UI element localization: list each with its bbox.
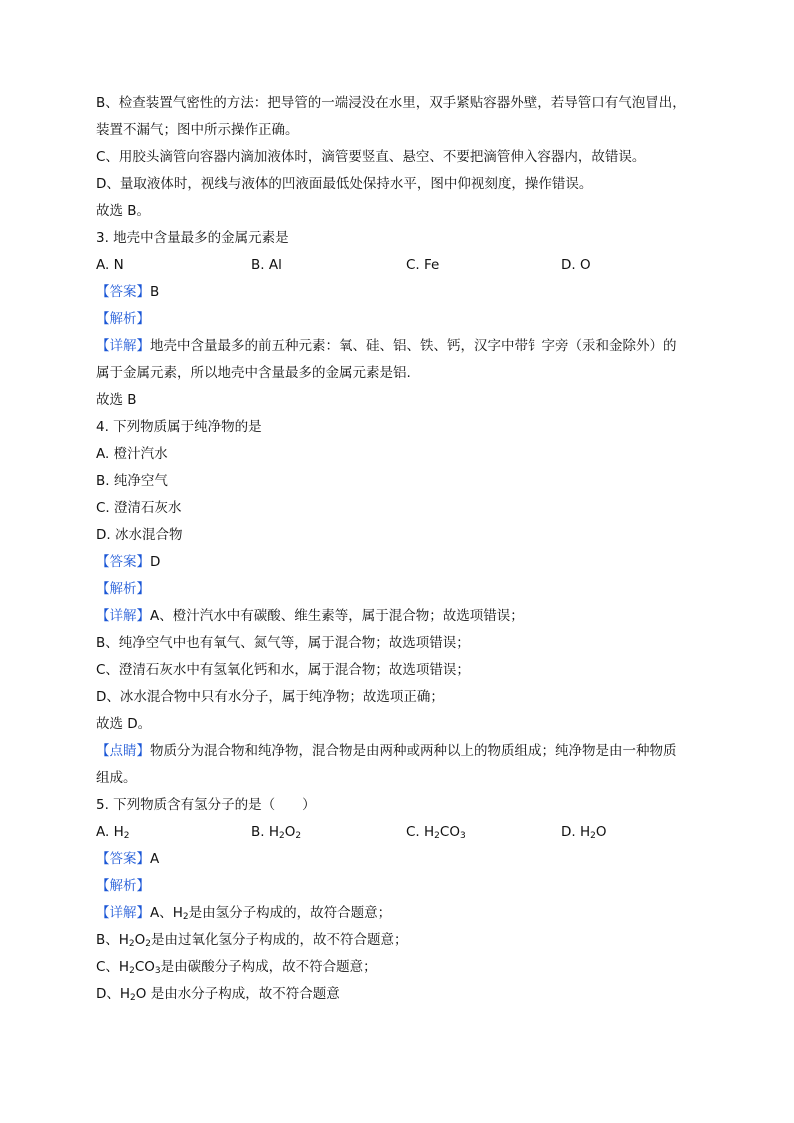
q3-detail-text: 地壳中含量最多的前五种元素：氧、硅、铝、铁、钙，汉字中带钅字旁（汞和金除外）的 — [150, 338, 677, 354]
q3-analysis — [96, 306, 716, 333]
document-page — [96, 90, 716, 1008]
q2-option-c-explanation: C、用胶头滴管向容器内滴加液体时，滴管要竖直、悬空、不要把滴管伸入容器内，故错误。 — [96, 149, 646, 165]
q4-choose: 故选 D。 — [96, 716, 152, 732]
q5-detail-c: C、$H_2CO_3$是由碳酸分子构成，故不符合题意； — [96, 959, 377, 976]
q3-option-b: B. Al — [251, 257, 282, 273]
q5-stem: 5. 下列物质含有氢分子的是（ ） — [96, 797, 316, 813]
q4-detail-d: D、冰水混合物中只有水分子，属于纯净物；故选项正确； — [96, 689, 444, 705]
q3-detail-cont: 属于金属元素，所以地壳中含量最多的金属元素是铝. — [96, 365, 411, 381]
answer-value: A — [150, 851, 160, 867]
q5-answer — [96, 846, 716, 873]
q4-option-b: B. 纯净空气 — [96, 473, 168, 489]
q5-options — [96, 819, 716, 846]
q5-detail-d: D、$H_2O$ 是由水分子构成，故不符合题意 — [96, 986, 340, 1003]
answer-value: D — [150, 554, 161, 570]
analysis-tag: 【解析】 — [96, 878, 150, 894]
q3-answer — [96, 279, 716, 306]
q4-option-c: C. 澄清石灰水 — [96, 500, 182, 516]
q3-choose: 故选 B — [96, 392, 137, 408]
answer-value: B — [150, 284, 160, 300]
q2-option-b-explanation: B、检查装置气密性的方法：把导管的一端浸没在水里，双手紧贴容器外壁，若导管口有气泡冒出， — [96, 95, 686, 111]
q5-option-a: A. $H_2$ — [96, 824, 130, 841]
q4-answer — [96, 549, 716, 576]
q3-option-c: C. Fe — [406, 257, 440, 273]
point-tag: 【点睛】 — [96, 743, 150, 759]
q4-analysis — [96, 576, 716, 603]
answer-tag: 【答案】 — [96, 284, 150, 300]
q5-option-c: C. $H_2CO_3$ — [406, 824, 466, 841]
q5-option-b: B. $H_2O_2$ — [251, 824, 302, 841]
analysis-tag: 【解析】 — [96, 311, 150, 327]
q4-detail-c: C、澄清石灰水中有氢氧化钙和水，属于混合物；故选项错误； — [96, 662, 470, 678]
q3-detail — [96, 333, 716, 360]
detail-tag: 【详解】 — [96, 338, 150, 354]
q5-analysis — [96, 873, 716, 900]
q3-options — [96, 252, 716, 279]
q5-detail: 【详解】A、$H_2$是由氢分子构成的，故符合题意； — [96, 905, 392, 922]
q3-stem: 3. 地壳中含量最多的金属元素是 — [96, 230, 289, 246]
q4-option-a: A. 橙汁汽水 — [96, 446, 168, 462]
answer-tag: 【答案】 — [96, 554, 150, 570]
q4-option-d: D. 冰水混合物 — [96, 527, 183, 543]
q4-point-cont: 组成。 — [96, 770, 137, 786]
q4-point-text: 物质分为混合物和纯净物，混合物是由两种或两种以上的物质组成；纯净物是由一种物质 — [150, 743, 677, 759]
detail-tag: 【详解】 — [96, 905, 150, 921]
detail-tag: 【详解】 — [96, 608, 150, 624]
q2-choose: 故选 B。 — [96, 203, 151, 219]
q2-option-d-explanation: D、量取液体时，视线与液体的凹液面最低处保持水平，图中仰视刻度，操作错误。 — [96, 176, 593, 192]
q5-detail-b: B、$H_2O_2$是由过氧化氢分子构成的，故不符合题意； — [96, 932, 408, 949]
q4-detail-b: B、纯净空气中也有氧气、氮气等，属于混合物；故选项错误； — [96, 635, 470, 651]
q5-option-d: D. $H_2O$ — [561, 824, 607, 841]
q4-detail-a: A、橙汁汽水中有碳酸、维生素等，属于混合物；故选项错误； — [150, 608, 524, 624]
q4-stem: 4. 下列物质属于纯净物的是 — [96, 419, 262, 435]
q3-option-a: A. N — [96, 257, 124, 273]
q4-point — [96, 738, 716, 765]
q2-option-b-explanation-cont: 装置不漏气；图中所示操作正确。 — [96, 122, 299, 138]
answer-tag: 【答案】 — [96, 851, 150, 867]
analysis-tag: 【解析】 — [96, 581, 150, 597]
q4-detail — [96, 603, 716, 630]
q3-option-d: D. O — [561, 257, 591, 273]
